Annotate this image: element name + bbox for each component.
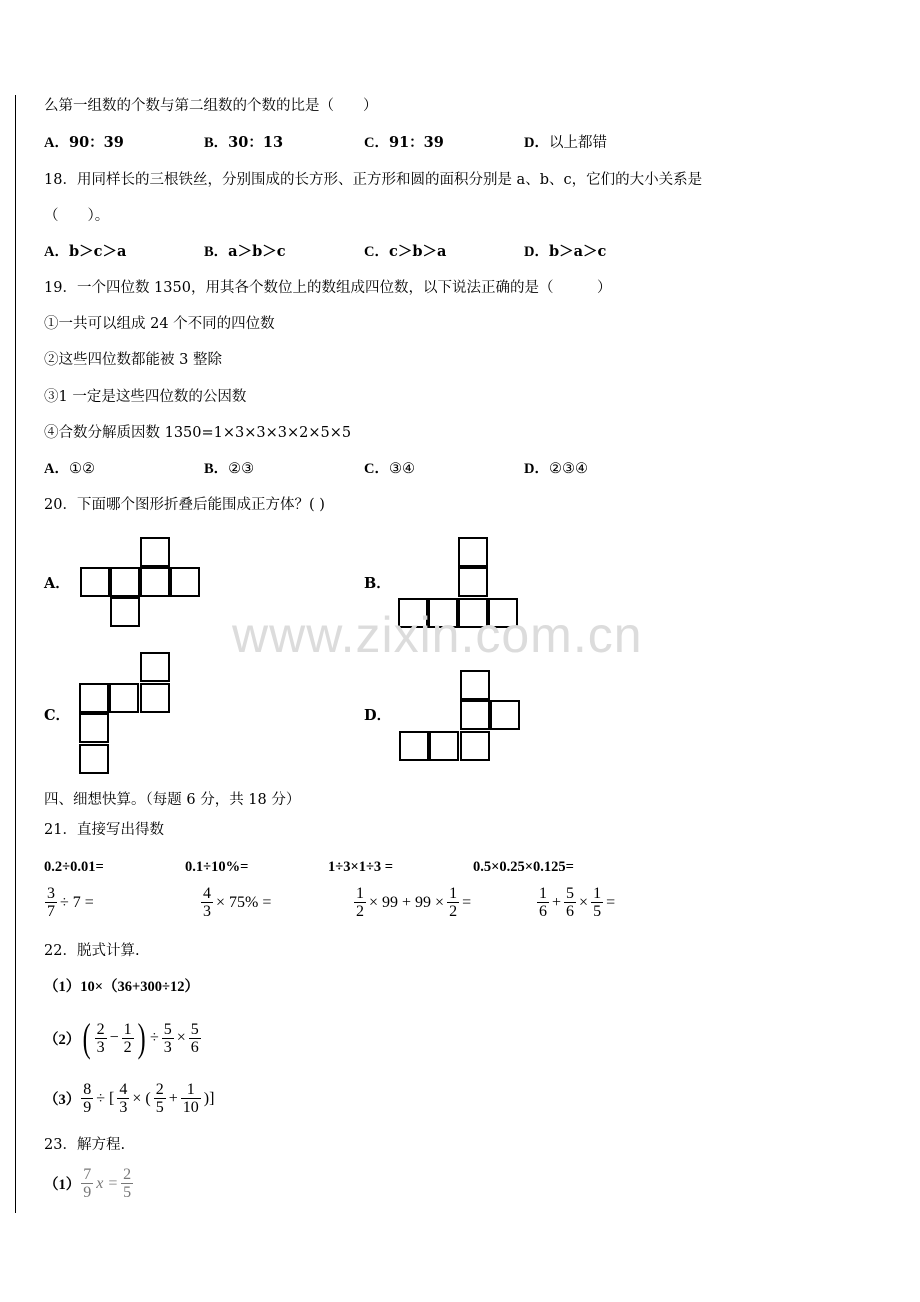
- q20-stem: 20．下面哪个图形折叠后能围成正方体？( ): [44, 497, 325, 513]
- q20-label-b[interactable]: B．: [364, 575, 391, 592]
- q19-option-a[interactable]: A．①②: [44, 461, 95, 477]
- q19-statement-3: ③1 一定是这些四位数的公因数: [44, 389, 247, 405]
- q17-option-a[interactable]: A．90：39: [44, 134, 124, 151]
- q21-item-5: $\frac{3}{7}$ ÷ 7 =: [47, 885, 94, 920]
- q19-statement-2: ②这些四位数都能被 3 整除: [44, 352, 222, 368]
- margin-line: [15, 95, 16, 1213]
- q18-option-d[interactable]: D．b＞a＞c: [524, 243, 607, 260]
- q19-stem: 19．一个四位数 1350，用其各个数位上的数组成四位数，以下说法正确的是（ ）: [44, 280, 612, 296]
- q18-option-a[interactable]: A．b＞c＞a: [44, 243, 127, 260]
- q20-label-c[interactable]: C．: [44, 707, 71, 724]
- q17-stem: 么第一组数的个数与第二组数的个数的比是（ ）: [44, 98, 378, 114]
- q21-item-8: $\frac{1}{6}$ + $\frac{5}{6}$ × $\frac{1}{5}$ =: [539, 885, 616, 920]
- q19-statement-1: ①一共可以组成 24 个不同的四位数: [44, 316, 275, 332]
- q21-item-4: 0.5×0.25×0.125=: [473, 859, 574, 875]
- q21-item-3: 1÷3×1÷3 =: [328, 859, 394, 875]
- q18-option-b[interactable]: B．a＞b＞c: [204, 243, 286, 260]
- q22-part-2: （2） ( $\frac{2}{3}$ − $\frac{1}{2}$ ) ÷ $\frac{5}{3}$ × $\frac{5}{6}$: [44, 1015, 199, 1060]
- section-4-title: 四、细想快算。（每题 6 分，共 18 分）: [44, 792, 301, 808]
- q20-label-d[interactable]: D．: [364, 707, 392, 724]
- q21-item-1: 0.2÷0.01=: [44, 859, 104, 875]
- q21-item-7: $\frac{1}{2}$ × 99 + 99 × $\frac{1}{2}$ =: [356, 885, 472, 920]
- q17-option-c[interactable]: C．91：39: [364, 134, 444, 151]
- q20-label-a[interactable]: A．: [44, 575, 70, 592]
- q22-part-3: （3） $\frac{8}{9}$ ÷ [ $\frac{4}{3}$ × ( $\frac{2}{5}$ + $\frac{1}{10}$ )]: [44, 1081, 215, 1116]
- q21-item-6: $\frac{4}{3}$ × 75% =: [203, 885, 272, 920]
- q23-part-1: （1） $\frac{7}{9}$ x = $\frac{2}{5}$: [44, 1166, 132, 1201]
- q22-stem: 22．脱式计算.: [44, 943, 140, 959]
- q23-stem: 23．解方程.: [44, 1137, 126, 1153]
- q18-stem-blank: （ ）。: [44, 208, 110, 224]
- q18-stem: 18．用同样长的三根铁丝，分别围成的长方形、正方形和圆的面积分别是 a、b、c，它们的大小关系是: [44, 172, 703, 188]
- q19-option-c[interactable]: C．③④: [364, 461, 415, 477]
- q19-option-b[interactable]: B．②③: [204, 461, 255, 477]
- q21-item-2: 0.1÷10%=: [185, 859, 249, 875]
- q21-stem: 21．直接写出得数: [44, 822, 164, 838]
- q17-option-b[interactable]: B．30：13: [204, 134, 284, 151]
- q17-option-d[interactable]: D．以上都错: [524, 135, 607, 151]
- q22-part-1: （1）10×（36+300÷12）: [44, 979, 199, 995]
- q19-option-d[interactable]: D．②③④: [524, 461, 588, 477]
- watermark: www.zixin.com.cn: [232, 607, 643, 663]
- q19-statement-4: ④合数分解质因数 1350=1×3×3×3×2×5×5: [44, 425, 352, 441]
- q18-option-c[interactable]: C．c＞b＞a: [364, 243, 447, 260]
